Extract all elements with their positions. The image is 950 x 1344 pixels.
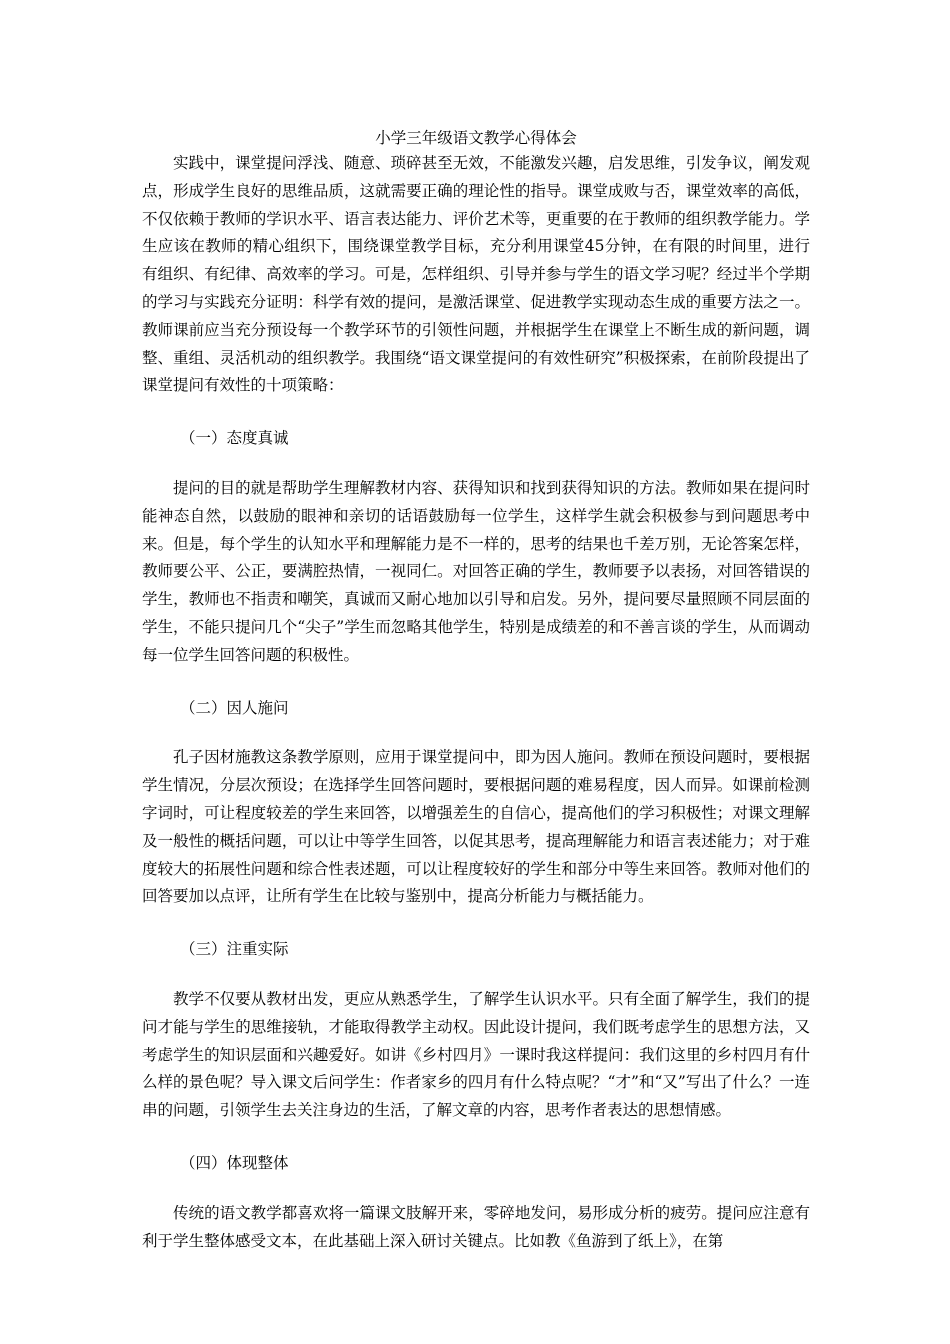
section-heading-2: （二）因人施问: [180, 698, 289, 717]
section-body-1: 提问的目的就是帮助学生理解教材内容、获得知识和找到获得知识的方法。教师如果在提问时能神态自然，以鼓励的眼神和亲切的话语鼓励每一位学生，这样学生就会积极参与到问题思考中来。但是，每个学生的认知水平和理解能力是不一样的，思考的结果也千差万别，无论答案怎样，教师要公平、公正，要满腔热情，一视同仁。对回答正确的学生，教师要予以表扬，对回答错误的学生，教师也不指责和嘲笑，真诚而又耐心地加以引导和启发。另外，提问要尽量照顾不同层面的学生，不能只提问几个“尖子”学生而忽略其他学生，特别是成绩差的和不善言谈的学生，从而调动每一位学生回答问题的积极性。: [142, 478, 810, 664]
section-heading-1: （一）态度真诚: [180, 429, 289, 448]
document-title: 小学三年级语文教学心得体会: [375, 129, 577, 147]
section-body-4: 传统的语文教学都喜欢将一篇课文肢解开来，零碎地发问，易形成分析的疲劳。提问应注意有利于学生整体感受文本，在此基础上深入研讨关键点。比如教《鱼游到了纸上》，在第: [142, 1203, 810, 1250]
section-body-2: 孔子因材施教这条教学原则，应用于课堂提问中，即为因人施问。教师在预设问题时，要根据学生情况，分层次预设；在选择学生回答问题时，要根据问题的难易程度，因人而异。如课前检测字词时，可让程度较差的学生来回答，以增强差生的自信心，提高他们的学习积极性；对课文理解及一般性的概括问题，可以让中等学生回答，以促其思考，提高理解能力和语言表述能力；对于难度较大的拓展性问题和综合性表述题，可以让程度较好的学生和部分中等生来回答。教师对他们的回答要加以点评，让所有学生在比较与鉴别中，提高分析能力与概括能力。: [142, 748, 810, 906]
intro-paragraph: 实践中，课堂提问浮浅、随意、琐碎甚至无效，不能激发兴趣，启发思维，引发争议，阐发观点，形成学生良好的思维品质，这就需要正确的理论性的指导。课堂成败与否，课堂效率的高低，不仅依赖于教师的学识水平、语言表达能力、评价艺术等，更重要的在于教师的组织教学能力。学生应该在教师的精心组织下，围绕课堂教学目标，充分利用课堂45分钟，在有限的时间里，进行有组织、有纪律、高效率的学习。可是，怎样组织、引导并参与学生的语文学习呢？经过半个学期的学习与实践充分证明：科学有效的提问，是激活课堂、促进教学实现动态生成的重要方法之一。教师课前应当充分预设每一个教学环节的引领性问题，并根据学生在课堂上不断生成的新问题，调整、重组、灵活机动的组织教学。我围绕“语文课堂提问的有效性研究”积极探索，在前阶段提出了课堂提问有效性的十项策略：: [142, 154, 810, 395]
section-heading-3: （三）注重实际: [180, 940, 289, 959]
section-body-3: 教学不仅要从教材出发，更应从熟悉学生，了解学生认识水平。只有全面了解学生，我们的提问才能与学生的思维接轨，才能取得教学主动权。因此设计提问，我们既考虑学生的思想方法，又考虑学生的知识层面和兴趣爱好。如讲《乡村四月》一课时我这样提问：我们这里的乡村四月有什么样的景色呢？导入课文后问学生：作者家乡的四月有什么特点呢？“才”和“又”写出了什么？一连串的问题，引领学生去关注身边的生活，了解文章的内容，思考作者表达的思想情感。: [142, 989, 810, 1120]
section-heading-4: （四）体现整体: [180, 1153, 289, 1172]
document-content: [142, 126, 810, 1255]
